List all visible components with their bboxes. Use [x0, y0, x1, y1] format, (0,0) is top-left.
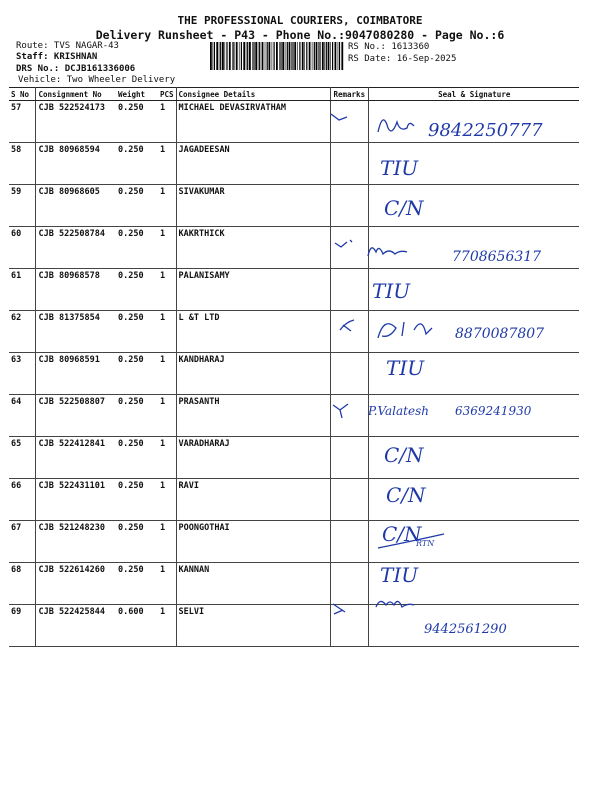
signature-cell: [369, 101, 579, 143]
col-weight: Weight: [116, 88, 158, 101]
serial-number: 66: [9, 479, 36, 521]
remarks-cell: [331, 311, 369, 353]
remarks-cell: [331, 353, 369, 395]
signature-cell: [369, 227, 579, 269]
signature-cell: [369, 479, 579, 521]
consignment-number: CJB 80968591: [36, 353, 116, 395]
consignment-number: CJB 522508807: [36, 395, 116, 437]
table-row: [9, 311, 579, 353]
consignment-number: CJB 80968578: [36, 269, 116, 311]
serial-number: 59: [9, 185, 36, 227]
table-row: [9, 185, 579, 227]
remarks-cell: [331, 101, 369, 143]
pieces-count: 1: [158, 311, 176, 353]
consignee-name: JAGADEESAN: [176, 143, 331, 185]
handwritten-phone-69: 9442561290: [424, 622, 507, 637]
pieces-count: 1: [158, 227, 176, 269]
serial-number: 60: [9, 227, 36, 269]
handwritten-mark-59: C/N: [384, 196, 424, 220]
signature-cell: [369, 143, 579, 185]
handwritten-mark-67: C/N: [382, 522, 422, 546]
consignee-name: POONGOTHAI: [176, 521, 331, 563]
table-row: [9, 521, 579, 563]
pieces-count: 1: [158, 521, 176, 563]
handwritten-rtn-67: RTN: [416, 539, 435, 548]
consignee-name: SELVI: [176, 605, 331, 647]
table-row: [9, 101, 579, 143]
company-name: THE PROFESSIONAL COURIERS, COIMBATORE: [177, 14, 423, 27]
pieces-count: 1: [158, 185, 176, 227]
consignment-number: CJB 522524173: [36, 101, 116, 143]
serial-number: 58: [9, 143, 36, 185]
weight-value: 0.250: [116, 353, 158, 395]
table-row: [9, 437, 579, 479]
weight-value: 0.250: [116, 437, 158, 479]
table-header-row: [9, 88, 579, 101]
consignee-name: PALANISAMY: [176, 269, 331, 311]
serial-number: 63: [9, 353, 36, 395]
handwritten-name-64: P.Valatesh: [368, 404, 429, 418]
pieces-count: 1: [158, 101, 176, 143]
table-row: [9, 227, 579, 269]
serial-number: 62: [9, 311, 36, 353]
serial-number: 67: [9, 521, 36, 563]
signature-cell: [369, 311, 579, 353]
remarks-cell: [331, 227, 369, 269]
weight-value: 0.250: [116, 479, 158, 521]
handwritten-phone-64: 6369241930: [455, 404, 532, 418]
signature-cell: [369, 437, 579, 479]
signature-cell: [369, 563, 579, 605]
col-consignee: Consignee Details: [176, 88, 331, 101]
pieces-count: 1: [158, 395, 176, 437]
consignment-number: CJB 522431101: [36, 479, 116, 521]
pieces-count: 1: [158, 479, 176, 521]
consignment-number: CJB 81375854: [36, 311, 116, 353]
consignee-name: L &T LTD: [176, 311, 331, 353]
handwritten-mark-66: C/N: [386, 483, 426, 507]
signature-cell: [369, 395, 579, 437]
serial-number: 68: [9, 563, 36, 605]
remarks-cell: [331, 185, 369, 227]
handwritten-mark-68: TIU: [380, 563, 419, 587]
staff-label: Staff: KRISHNAN: [16, 52, 98, 62]
serial-number: 65: [9, 437, 36, 479]
remarks-cell: [331, 521, 369, 563]
table-row: [9, 605, 579, 647]
remarks-cell: [331, 437, 369, 479]
consignment-number: CJB 80968605: [36, 185, 116, 227]
serial-number: 64: [9, 395, 36, 437]
pieces-count: 1: [158, 605, 176, 647]
weight-value: 0.250: [116, 185, 158, 227]
pieces-count: 1: [158, 269, 176, 311]
consignment-number: CJB 522412841: [36, 437, 116, 479]
handwritten-phone-62: 8870087807: [455, 326, 545, 342]
weight-value: 0.250: [116, 143, 158, 185]
weight-value: 0.600: [116, 605, 158, 647]
runsheet-table: [9, 87, 579, 647]
handwritten-mark-63: TIU: [386, 356, 425, 380]
signature-cell: [369, 185, 579, 227]
serial-number: 69: [9, 605, 36, 647]
remarks-cell: [331, 269, 369, 311]
pieces-count: 1: [158, 563, 176, 605]
consignment-number: CJB 80968594: [36, 143, 116, 185]
table-row: [9, 563, 579, 605]
handwritten-mark-65: C/N: [384, 443, 424, 467]
table-row: [9, 269, 579, 311]
consignment-number: CJB 521248230: [36, 521, 116, 563]
runsheet-title: Delivery Runsheet - P43 - Phone No.:9047080280 - Page No.:6: [95, 28, 505, 42]
consignee-name: PRASANTH: [176, 395, 331, 437]
remarks-cell: [331, 605, 369, 647]
handwritten-mark-61: TIU: [372, 279, 411, 303]
drs-label: DRS No.: DCJB161336006: [16, 64, 136, 74]
barcode-image: [210, 42, 344, 70]
table-row: [9, 143, 579, 185]
weight-value: 0.250: [116, 311, 158, 353]
serial-number: 57: [9, 101, 36, 143]
remarks-cell: [331, 143, 369, 185]
handwritten-phone-57: 9842250777: [428, 120, 543, 141]
signature-cell: [369, 521, 579, 563]
rs-date: RS Date: 16-Sep-2025: [348, 54, 457, 64]
pieces-count: 1: [158, 437, 176, 479]
consignee-name: MICHAEL DEVASIRVATHAM: [176, 101, 331, 143]
pieces-count: 1: [158, 143, 176, 185]
weight-value: 0.250: [116, 101, 158, 143]
weight-value: 0.250: [116, 227, 158, 269]
consignee-name: RAVI: [176, 479, 331, 521]
remarks-cell: [331, 479, 369, 521]
handwritten-phone-60: 7708656317: [452, 249, 542, 265]
col-consignment: Consignment No: [36, 88, 116, 101]
col-signature: Seal & Signature: [369, 88, 579, 101]
col-sno: S No: [9, 88, 36, 101]
consignment-number: CJB 522614260: [36, 563, 116, 605]
col-pcs: PCS: [158, 88, 176, 101]
remarks-cell: [331, 563, 369, 605]
signature-cell: [369, 605, 579, 647]
consignee-name: KANDHARAJ: [176, 353, 331, 395]
weight-value: 0.250: [116, 269, 158, 311]
consignment-number: CJB 522508784: [36, 227, 116, 269]
rs-number: RS No.: 1613360: [348, 42, 430, 52]
consignee-name: KANNAN: [176, 563, 331, 605]
vehicle-label: Vehicle: Two Wheeler Delivery: [18, 75, 176, 85]
weight-value: 0.250: [116, 395, 158, 437]
signature-cell: [369, 269, 579, 311]
consignee-name: VARADHARAJ: [176, 437, 331, 479]
remarks-cell: [331, 395, 369, 437]
pieces-count: 1: [158, 353, 176, 395]
table-row: [9, 353, 579, 395]
table-row: [9, 479, 579, 521]
serial-number: 61: [9, 269, 36, 311]
signature-cell: [369, 353, 579, 395]
consignee-name: KAKRTHICK: [176, 227, 331, 269]
weight-value: 0.250: [116, 563, 158, 605]
handwritten-mark-58: TIU: [380, 156, 419, 180]
table-row: [9, 395, 579, 437]
col-remarks: Remarks: [331, 88, 369, 101]
consignment-number: CJB 522425844: [36, 605, 116, 647]
weight-value: 0.250: [116, 521, 158, 563]
route-label: Route: TVS NAGAR-43: [16, 41, 119, 51]
consignee-name: SIVAKUMAR: [176, 185, 331, 227]
